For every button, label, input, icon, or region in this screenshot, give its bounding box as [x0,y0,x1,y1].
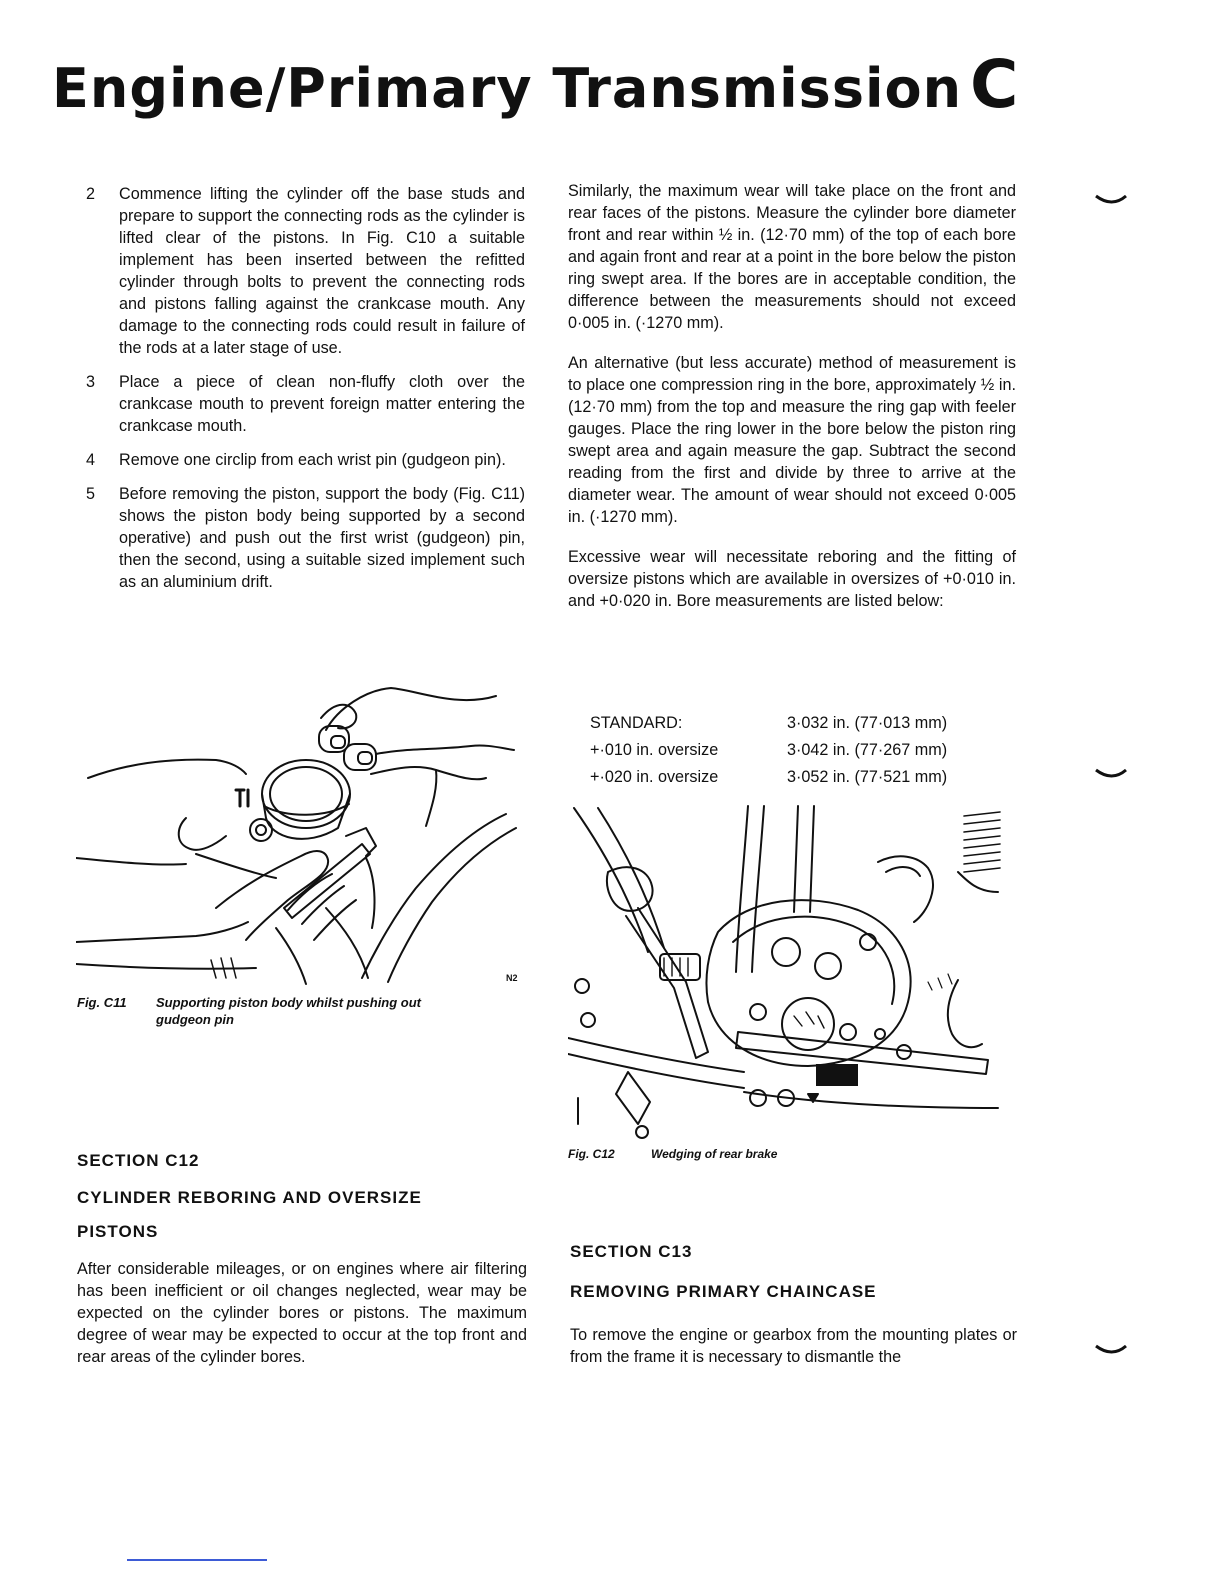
piston-crown-outline [262,760,350,828]
step-number: 3 [86,373,96,391]
frame-tube-outline [362,814,506,978]
section-letter: C [970,46,1020,123]
fig-c11-illustration [76,678,528,990]
page-title-text: Engine/Primary Transmission [52,57,963,120]
section-c13-label: SECTION C13 [570,1242,693,1261]
table-row [590,710,947,737]
bore-measurements-table [590,710,947,791]
margin-mark [1094,1340,1130,1360]
section-c13-title: REMOVING PRIMARY CHAINCASE [570,1282,877,1301]
measurement-label: +·020 in. oversize [590,768,719,786]
measurement-value: 3·052 in. (77·521 mm) [787,768,948,786]
piston-skirt-outline [262,794,350,839]
gudgeon-pin-outline [250,819,272,841]
fig-c11-label: Fig. C11 [77,995,127,1010]
fig-c11-caption: Supporting piston body whilst pushing out gudgeon pin [156,995,422,1027]
step-text: Commence lifting the cylinder off the base studs and prepare to support the connecting rods as the cylinder is lifted clear of the pistons. In Fig. C10 a suitable implement has been inserted between the refitted cylinder through bolts to prevent the connecting rods and pistons falling against the crankcase mouth. Any damage to the connecting rods could result in failure of the rods at a later stage of use. [119,185,525,357]
measurement-value: 3·032 in. (77·013 mm) [787,714,948,732]
margin-mark [1094,190,1130,210]
measurement-value: 3·042 in. (77·267 mm) [787,741,948,759]
fig-c12-caption: Wedging of rear brake [651,1147,778,1161]
spring-outline [964,812,1000,872]
step-item [77,371,525,437]
margin-mark [1094,764,1130,784]
section-c12-label: SECTION C12 [77,1151,200,1170]
wedge-bar-outline [736,1032,988,1074]
step-item [77,483,525,593]
fig-c12-illustration [568,802,1008,1140]
fig-c11-code: N2 [506,973,518,983]
section-c12-para: After considerable mileages, or on engines where air filtering has been inefficient or oil changes neglected, wear may be expected on the cylinder bores or pistons. The maximum degree of wear may be expected to occur at the top front and rear areas of the cylinder bores. [77,1260,527,1366]
forearm-outline [376,745,514,754]
step-item [77,449,525,471]
paragraph: Similarly, the maximum wear will take place on the front and rear faces of the pistons. Measure the cylinder bore diameter front and rear within ½ in. (12·70 mm) of the top of each bore and again front and rear at a point in the bore below the piston ring swept area. If the bores are in acceptable condition, the difference between the measurements should not exceed 0·005 in. (·1270 mm). [568,182,1016,332]
section-c12-title-line1: CYLINDER REBORING AND OVERSIZE [77,1188,422,1207]
section-c12-title-line2: PISTONS [77,1222,159,1241]
left-column [77,183,525,605]
bolt-outline [815,953,841,979]
footer-rule [127,1559,267,1561]
table-row [590,764,947,791]
upper-arm-outline [326,688,496,730]
rear-hub-outline [782,998,834,1050]
step-text: Before removing the piston, support the body (Fig. C11) shows the piston body being supported by a second operative) and push out the first wrist (gudgeon) pin, then the second, using a suitable sized implement such as an aluminium drift. [119,485,525,591]
measurement-label: STANDARD: [590,714,683,732]
lower-hand-outline [216,851,328,940]
finger-outline [321,705,356,729]
left-arm-outline [88,760,246,778]
paragraph: Excessive wear will necessitate reboring and the fitting of oversize pistons which are available in oversizes of +0·010 in. and +0·020 in. Bore measurements are listed below: [568,548,1016,610]
section-c13-para: To remove the engine or gearbox from the mounting plates or from the frame it is necessary to dismantle the [570,1326,1017,1366]
step-number: 5 [86,485,96,503]
step-text: Remove one circlip from each wrist pin (gudgeon pin). [119,451,506,469]
step-text: Place a piece of clean non-fluffy cloth over the crankcase mouth to prevent foreign matter entering the crankcase mouth. [119,373,525,435]
paragraph: An alternative (but less accurate) method of measurement is to place one compression ring in the bore, approximately ½ in. (12·70 mm) from the top and measure the ring gap with feeler gauges. Place the ring lower in the bore below the piston ring swept area and again measure the gap. Subtract the second reading from the first and divide by three to arrive at the diameter wear. The amount of wear should not exceed 0·005 in. (·1270 mm). [568,354,1016,526]
step-number: 4 [86,451,96,469]
step-item [77,183,525,359]
right-column [568,180,1016,630]
step-number: 2 [86,185,96,203]
table-row [590,737,947,764]
fig-c12-label: Fig. C12 [568,1147,615,1161]
page-title [52,46,1019,123]
measurement-label: +·010 in. oversize [590,741,719,759]
